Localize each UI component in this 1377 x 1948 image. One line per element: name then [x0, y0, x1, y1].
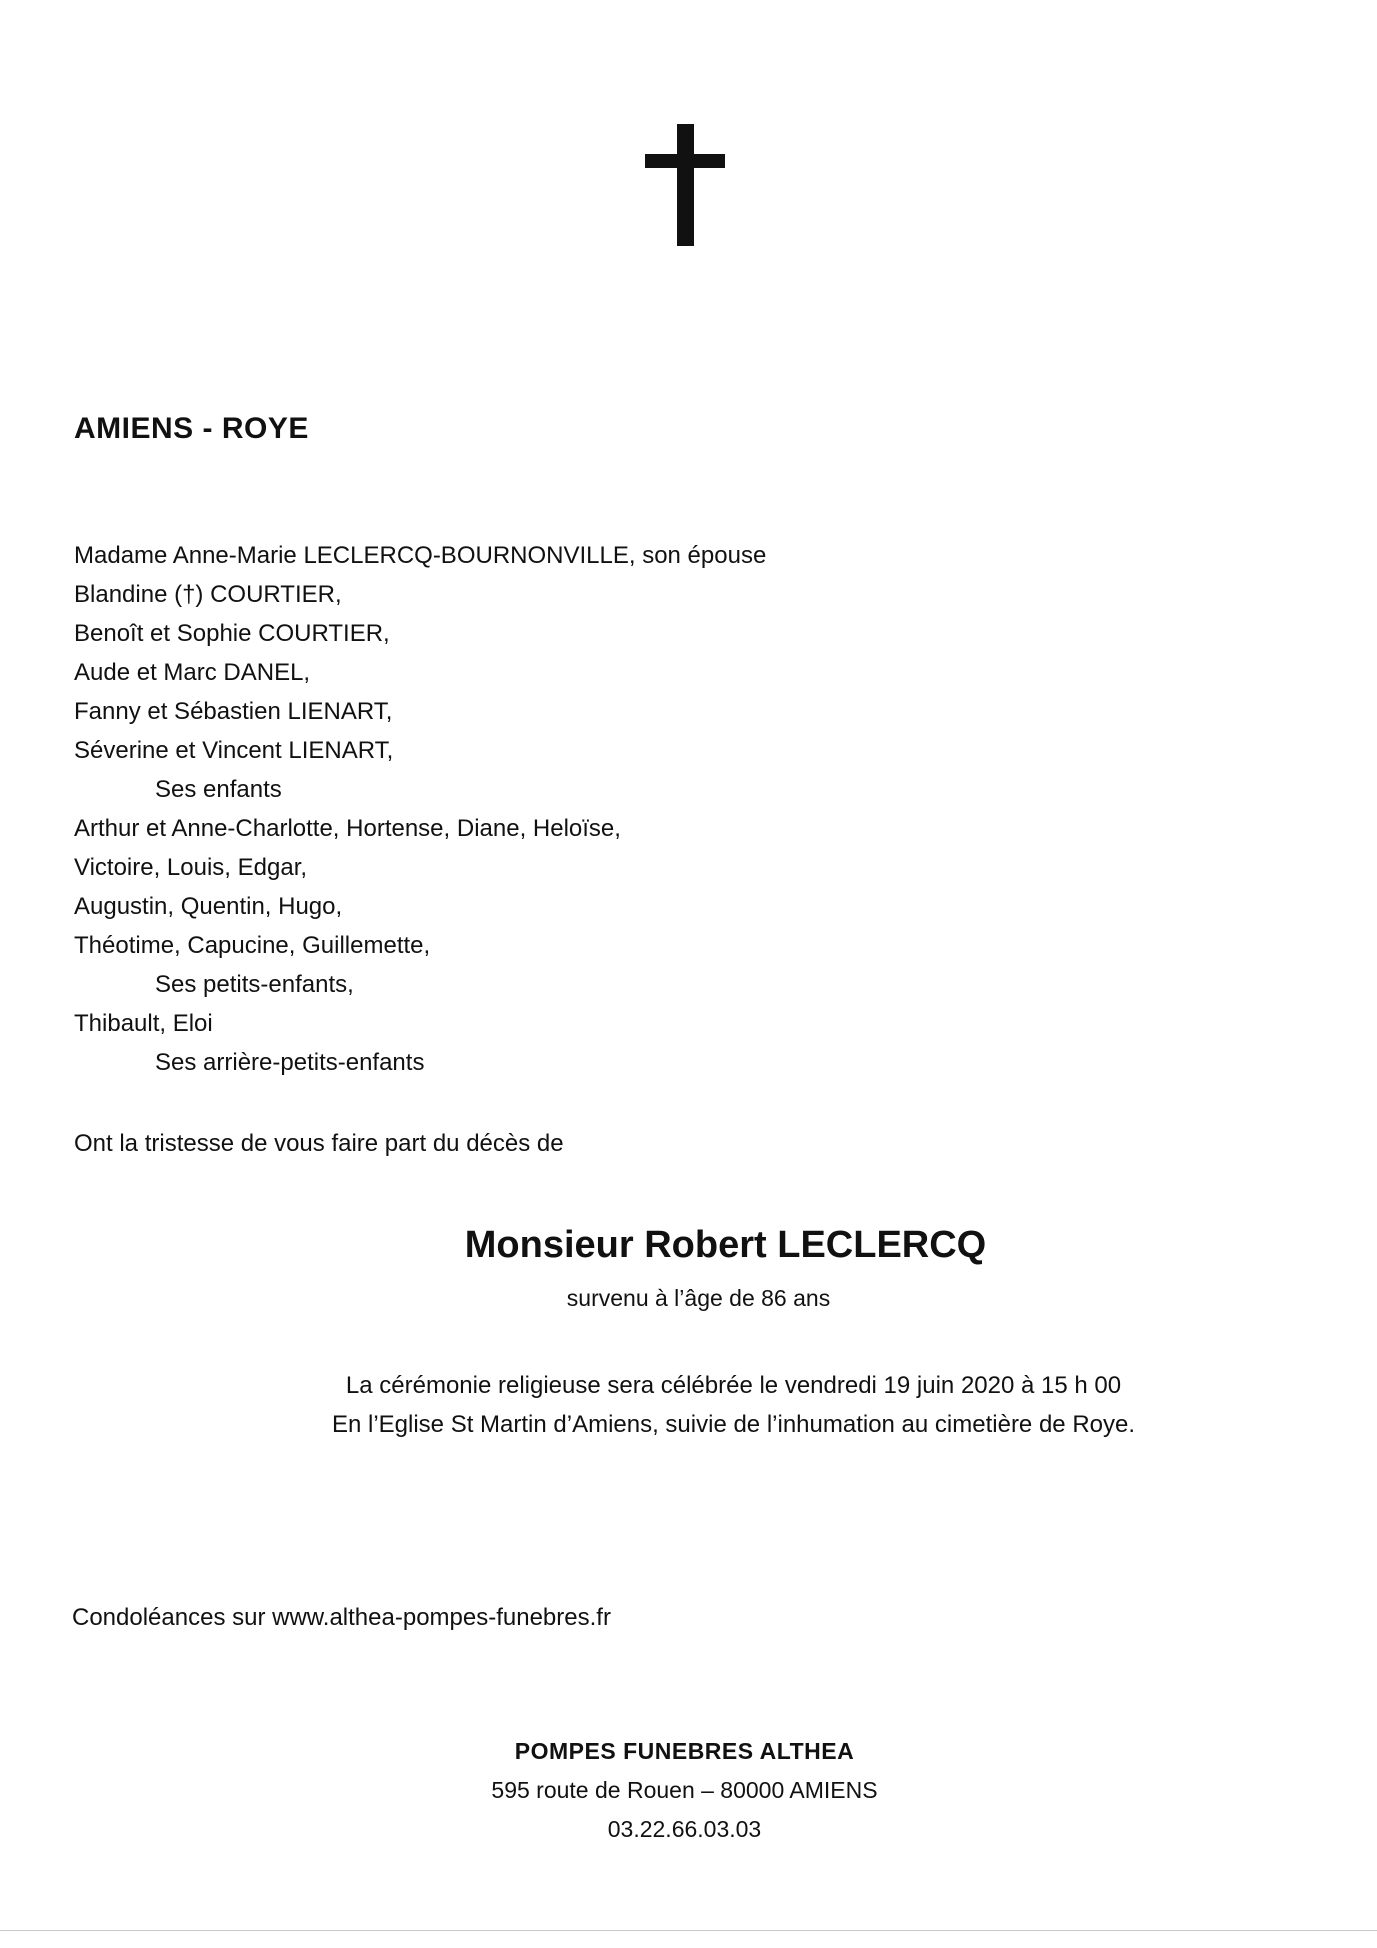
deceased-name-block [0, 1224, 1377, 1267]
family-member-line: Aude et Marc DANEL, [74, 659, 311, 686]
funeral-home-name: POMPES FUNEBRES ALTHEA [514, 1738, 855, 1764]
deceased-age-block [0, 1285, 1377, 1312]
family-member-line: Victoire, Louis, Edgar, [74, 854, 308, 881]
announcement-text: Ont la tristesse de vous faire part du décès de [74, 1130, 564, 1157]
family-member-line: Blandine (†) COURTIER, [74, 581, 342, 608]
family-member-line: Arthur et Anne-Charlotte, Hortense, Diane, Heloïse, [74, 815, 621, 842]
family-list [74, 536, 766, 1082]
family-member-line: Thibault, Eloi [74, 1010, 213, 1037]
condolences-text: Condoléances sur www.althea-pompes-funebres.fr [72, 1604, 611, 1631]
family-member-line: Théotime, Capucine, Guillemette, [74, 932, 431, 959]
scan-edge-divider [0, 1930, 1377, 1931]
family-group-label: Ses enfants [155, 776, 282, 803]
family-group-label: Ses petits-enfants, [155, 971, 354, 998]
deceased-age: survenu à l’âge de 86 ans [566, 1285, 831, 1311]
location-heading: AMIENS - ROYE [74, 412, 309, 445]
ceremony-line-1: La cérémonie religieuse sera célébrée le vendredi 19 juin 2020 à 15 h 00 [345, 1372, 1122, 1399]
family-member-line: Séverine et Vincent LIENART, [74, 737, 394, 764]
cross-icon [645, 124, 725, 246]
family-member-line: Fanny et Sébastien LIENART, [74, 698, 393, 725]
family-member-line: Benoît et Sophie COURTIER, [74, 620, 390, 647]
funeral-home-address: 595 route de Rouen – 80000 AMIENS [491, 1777, 878, 1803]
funeral-home-footer [0, 1732, 1377, 1849]
deceased-name: Monsieur Robert LECLERCQ [464, 1224, 987, 1266]
family-group-label: Ses arrière-petits-enfants [155, 1049, 425, 1076]
ceremony-line-2: En l’Eglise St Martin d’Amiens, suivie de l’inhumation au cimetière de Roye. [331, 1411, 1136, 1438]
ceremony-details [0, 1366, 1377, 1444]
family-member-line: Madame Anne-Marie LECLERCQ-BOURNONVILLE, son épouse [74, 542, 767, 569]
funeral-home-phone: 03.22.66.03.03 [607, 1816, 762, 1842]
family-member-line: Augustin, Quentin, Hugo, [74, 893, 343, 920]
